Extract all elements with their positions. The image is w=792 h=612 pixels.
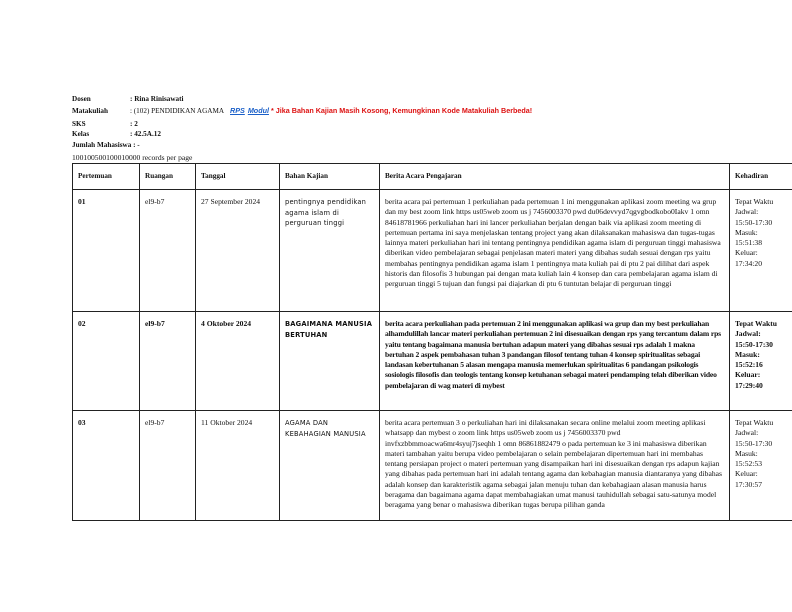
dosen-label: Dosen [72,95,91,103]
table-header-row [73,164,792,190]
matkul-row [72,106,532,116]
matkul-value: : (102) PENDIDIKAN AGAMA [130,107,225,116]
cell-pertemuan: 03 [73,411,140,521]
header-pertemuan[interactable]: Pertemuan [73,164,140,190]
cell-tanggal: 27 September 2024 [196,190,280,312]
kehadiran-status: Tepat Waktu [735,418,774,427]
kehadiran-keluar: 17:30:57 [735,479,763,489]
kelas-value: : 42.5A.12 [130,130,161,139]
table-row [73,312,792,411]
sks-value: : 2 [130,119,138,128]
cell-kehadiran [730,190,792,312]
table-row [73,190,792,312]
kehadiran-jadwal-label: Jadwal: [735,207,759,217]
kehadiran-keluar-label: Keluar: [735,370,761,380]
attendance-table [72,163,792,521]
kehadiran-masuk: 15:52:53 [735,459,763,469]
header-ruangan[interactable]: Ruangan [140,164,196,190]
kehadiran-status: Tepat Waktu [735,197,774,206]
kehadiran-masuk: 15:52:16 [735,360,763,370]
header-berita-acara[interactable]: Berita Acara Pengajaran [380,164,730,190]
kehadiran-keluar: 17:34:20 [735,258,763,268]
kehadiran-jadwal: 15:50-17:30 [735,438,773,448]
kehadiran-masuk-label: Masuk: [735,227,758,237]
modul-link[interactable]: Modul [247,106,269,116]
cell-kehadiran [730,312,792,411]
header-tanggal[interactable]: Tanggal [196,164,280,190]
cell-kehadiran [730,411,792,521]
jumlah-row [72,140,532,150]
cell-bahan-kajian: AGAMA DAN KEBAHAGIAN MANUSIA [280,411,380,521]
warning-text: * Jika Bahan Kajian Masih Kosong, Kemungkinan Kode Matakuliah Berbeda! [270,106,533,116]
header-kehadiran[interactable]: Kehadiran [730,164,792,190]
kehadiran-status: Tepat Waktu [735,319,777,328]
kehadiran-keluar-label: Keluar: [735,469,758,479]
sks-label: SKS [72,119,86,128]
cell-berita-acara: berita acara perkuliahan pada pertemuan 2 ini menggunakan aplikasi wa grup dan my best perkuliahan alhamdulillah lancar materi perkuliahan pertemuan 2 ini disesuaikan dengan rps yang tercantum dalam rps yaitu tentang bagaimana manusia bertuhan adapun materi yang dibahas sesuai rps adalah 1 makna bertuhan 2 aspek pembahasan tuhan 3 pandangan filosof tentang tuhan 4 konsep spiritualitas sebagai landasan kebertuhanan 5 alasan mengapa manusia memerlukan spiritualitas 6 pandangan psikologis sosiologis filosofis dan teologis tentang konsep ketuhanan sebagai materi pendamping telah diberikan video pembelajaran di wag materi di mybest [380,312,730,411]
cell-tanggal: 11 Oktober 2024 [196,411,280,521]
sks-row [72,119,532,129]
rps-link[interactable]: RPS [230,106,245,116]
cell-tanggal: 4 Oktober 2024 [196,312,280,411]
kehadiran-masuk-label: Masuk: [735,448,758,458]
matkul-label: Matakuliah [72,107,108,116]
kehadiran-masuk: 15:51:38 [735,238,763,248]
kelas-row [72,129,532,139]
table-row [73,411,792,521]
dosen-value: : Rina Rinisawati [130,95,184,103]
header-bahan-kajian[interactable]: Bahan Kajian [280,164,380,190]
kehadiran-masuk-label: Masuk: [735,349,760,359]
kehadiran-jadwal-label: Jadwal: [735,428,759,438]
jumlah-label: Jumlah Mahasiswa : - [72,140,140,149]
kelas-label: Kelas [72,130,90,139]
records-per-page[interactable]: 100100500100010000 records per page [72,153,193,162]
kehadiran-jadwal: 15:50-17:30 [735,339,773,349]
dosen-row [72,94,532,104]
cell-bahan-kajian: pentingnya pendidikan agama islam di perguruan tinggi [280,190,380,312]
kehadiran-keluar-label: Keluar: [735,248,758,258]
cell-pertemuan: 02 [73,312,140,411]
cell-ruangan: el9-b7 [140,190,196,312]
cell-berita-acara: berita acara pai pertemuan 1 perkuliahan pada pertemuan 1 ini menggunakan aplikasi zoom meeting wa grup dan my best zoom link https us05web zoom us j 7456003370 pwd du06devvyd7qgvgbodkobo0Iakv 1 omn 84618781966 perkuliahan hari ini lancer perkuliahan berjalan dengan baik via aplikasi zoom meeting di pertemuan pertama ini saya menjelaskan tentang project yang akan dilaksanakan mahasiswa dan tugas-tugas lainnya materi perkuliahan hari ini tentang pentingnya pendidikan agama islam di perguruan tinggi mahasiswa diberikan video pembelajaran sebagai penjelasan materi materi yang dibahas sudah sesuai dengan rps yaitu membahas pentingnya pendidikan agama islam 1 pentingnya mata kuliah pai di ptu 2 pai dilihat dari aspek historis dan filosofis 3 hubungan pai dengan mata kuliah lain 4 konsep dan cara pembelajaran agama islam di perguruan tinggi 5 tujuan dan fungsi pai diajarkan di ptu 6 tuntutan belajar di perguruan tinggi [380,190,730,312]
kehadiran-jadwal-label: Jadwal: [735,329,761,339]
kehadiran-keluar: 17:29:40 [735,380,763,390]
cell-pertemuan: 01 [73,190,140,312]
kehadiran-jadwal: 15:50-17:30 [735,217,773,227]
meta-section [72,94,532,150]
cell-ruangan: el9-b7 [140,312,196,411]
cell-berita-acara: berita acara pertemuan 3 o perkuliahan hari ini dilaksanakan secara online melalui zoom meeting aplikasi whatsapp dan mybest o zoom link https us05web zoom us j 7456003370 pwd invfxzbbmmoacwa6mr4syuj7jseqhh 1 omn 86861882479 o pada pertemuan ke 3 ini mahasiswa diberikan materi tambahan yaitu berupa video pembelajaran o selain pembelajaran dipertemuan hari ini membahas tentang persiapan project o materi pertemuan yang disampaikan hari ini disesuaikan dengan rps adapun kajian yang dibahas pada pertemuan hari ini adalah tentang agama dan kebahagian manusia diantaranya yang dibahas adalah konsep dan karakteristik agama sebagai jalan menuju tuhan dan kebahagiaan alasan manusia harus beragama dan bagaimana agama dapat membahagiakan umat manusi tauhidullah sebagai satu-satunya model beragama yang benar o mahasiswa diberikan tugas berupa pilihan ganda [380,411,730,521]
cell-bahan-kajian: BAGAIMANA MANUSIA BERTUHAN [280,312,380,411]
cell-ruangan: el9-b7 [140,411,196,521]
